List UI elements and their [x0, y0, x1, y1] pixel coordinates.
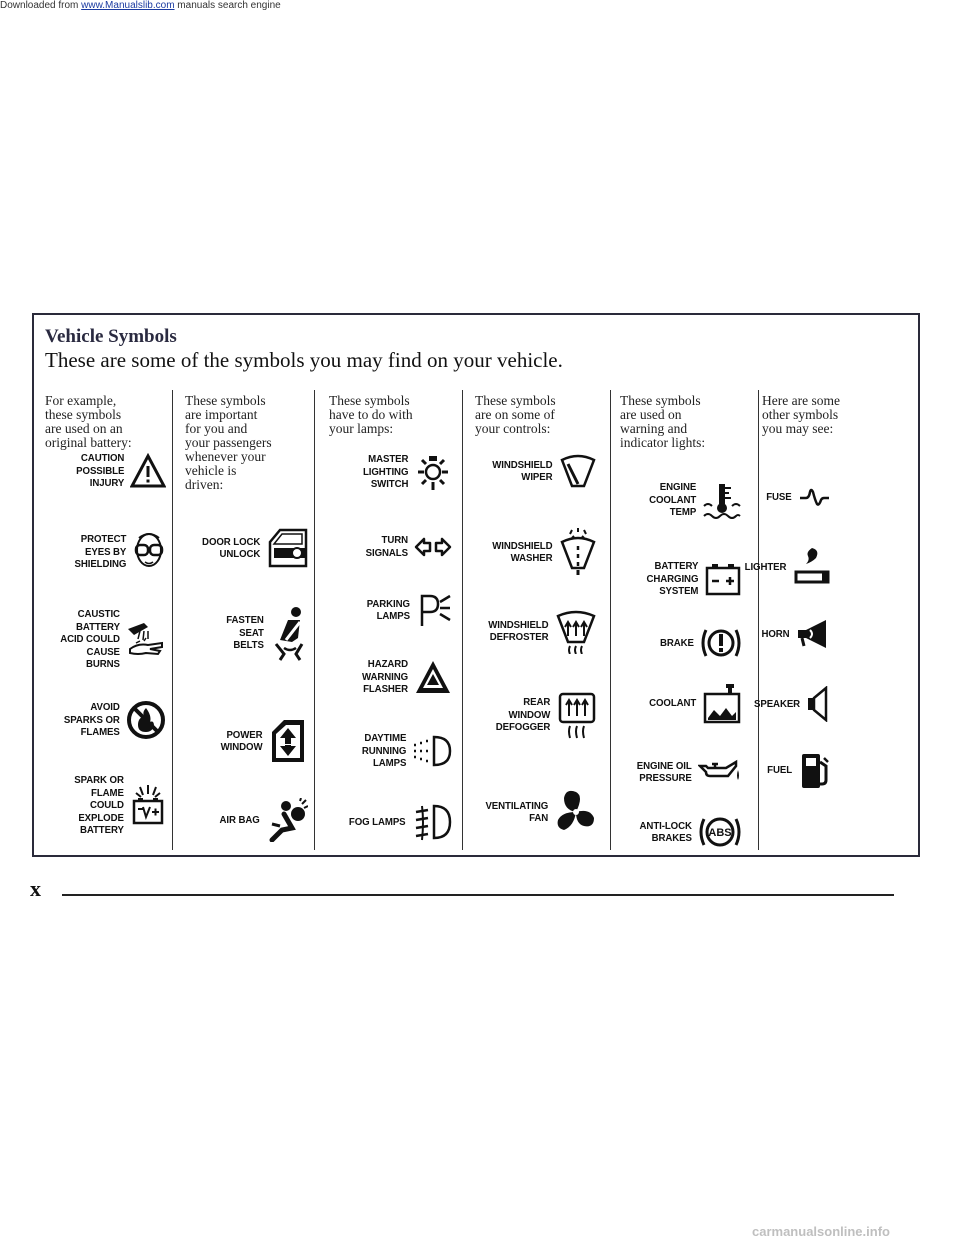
symbol-windshield-defroster: WINDSHIELD DEFROSTER	[483, 608, 599, 654]
symbol-windshield-wiper: WINDSHIELD WIPER	[487, 452, 599, 490]
download-notice: Downloaded from www.Manualslib.com manuals search engine	[0, 0, 281, 11]
symbol-anti-lock-brakes: ANTI-LOCK BRAKES ABS	[635, 812, 742, 852]
brake-icon	[700, 622, 742, 664]
symbol-avoid-sparks: AVOID SPARKS OR FLAMES	[59, 700, 166, 740]
symbol-parking-lamps: PARKING LAMPS	[363, 592, 452, 628]
symbol-master-lighting: MASTER LIGHTING SWITCH	[359, 452, 452, 492]
symbol-brake: BRAKE	[657, 622, 742, 664]
svg-text:ABS: ABS	[708, 827, 732, 839]
page-number: x	[30, 876, 41, 901]
column-divider	[314, 390, 315, 850]
column-intro: Here are some other symbols you may see:	[762, 393, 840, 436]
daytime-lamps-icon	[412, 733, 452, 769]
symbol-ventilating-fan: VENTILATING FAN	[480, 786, 598, 838]
column-intro: These symbols are important for you and your passengers whenever your vehicle is driven:	[185, 393, 272, 492]
battery-explode-icon	[130, 783, 166, 827]
symbol-coolant: COOLANT	[645, 682, 742, 724]
oil-pressure-icon	[698, 758, 742, 786]
caution-triangle-icon	[130, 453, 166, 489]
symbol-engine-oil-pressure: ENGINE OIL PRESSURE	[632, 758, 742, 786]
hazard-icon	[414, 659, 452, 695]
seat-belt-icon	[270, 604, 308, 662]
speaker-icon	[806, 686, 830, 722]
manualslib-link[interactable]: www.Manualslib.com	[81, 0, 175, 11]
page-subtitle: These are some of the symbols you may find on your vehicle.	[45, 348, 563, 372]
watermark-logo: carmanualsonline.info	[752, 1224, 890, 1239]
turn-signals-icon	[414, 536, 452, 558]
fan-icon	[554, 786, 598, 838]
horn-icon	[796, 618, 830, 650]
fuse-icon	[798, 486, 830, 508]
symbol-horn: HORN	[759, 618, 830, 650]
symbol-fog-lamps: FOG LAMPS	[344, 802, 452, 842]
symbol-battery-charging: BATTERY CHARGING SYSTEM	[642, 560, 742, 598]
column-divider	[462, 390, 463, 850]
symbol-fuel: FUEL	[765, 750, 832, 790]
power-window-icon	[268, 716, 308, 766]
symbol-seat-belts: FASTEN SEAT BELTS	[223, 604, 308, 662]
column-intro: For example, these symbols are used on an original battery:	[45, 393, 132, 450]
door-lock-icon	[266, 526, 308, 570]
symbol-engine-coolant-temp: ENGINE COOLANT TEMP	[645, 480, 742, 520]
column-intro: These symbols are on some of your controls:	[475, 393, 556, 436]
symbol-turn-signals: TURN SIGNALS	[362, 534, 452, 559]
symbol-power-window: POWER WINDOW	[217, 716, 308, 766]
symbol-rear-defogger: REAR WINDOW DEFOGGER	[491, 690, 598, 740]
symbol-speaker: SPEAKER	[750, 686, 830, 722]
master-light-icon	[414, 452, 452, 492]
symbol-hazard-flasher: HAZARD WARNING FLASHER	[358, 658, 452, 696]
lighter-icon	[792, 546, 832, 588]
symbol-caustic-acid: CAUSTIC BATTERY ACID COULD CAUSE BURNS	[55, 608, 166, 671]
symbol-spark-explode: SPARK OR FLAME COULD EXPLODE BATTERY	[70, 774, 166, 837]
abs-icon	[698, 812, 742, 852]
symbol-protect-eyes: PROTECT EYES BY SHIELDING	[70, 528, 166, 576]
face-goggles-icon	[132, 528, 166, 576]
defroster-icon	[554, 608, 598, 654]
air-bag-icon	[266, 798, 308, 842]
column-divider	[610, 390, 611, 850]
symbol-air-bag: AIR BAG	[216, 798, 308, 842]
symbol-fuse: FUSE	[764, 486, 830, 508]
column-divider	[172, 390, 173, 850]
symbol-lighter: LIGHTER	[741, 546, 832, 588]
battery-icon	[704, 562, 742, 596]
rear-defogger-icon	[556, 690, 598, 740]
symbol-daytime-running-lamps: DAYTIME RUNNING LAMPS	[358, 732, 452, 770]
acid-hand-icon	[126, 619, 166, 659]
coolant-icon	[702, 682, 742, 724]
no-flame-icon	[126, 700, 166, 740]
fuel-icon	[798, 750, 832, 790]
symbol-windshield-washer: WINDSHIELD WASHER	[487, 528, 599, 576]
parking-lamps-icon	[416, 592, 452, 628]
coolant-temp-icon	[702, 480, 742, 520]
column-intro: These symbols are used on warning and indicator lights:	[620, 393, 706, 450]
washer-icon	[558, 528, 598, 576]
fog-lamps-icon	[412, 802, 452, 842]
page-title: Vehicle Symbols	[45, 326, 177, 347]
column-intro: These symbols have to do with your lamps:	[329, 393, 413, 436]
symbol-door-lock: DOOR LOCK UNLOCK	[197, 526, 308, 570]
wiper-icon	[558, 452, 598, 490]
symbol-caution-possible-injury: CAUTION POSSIBLE INJURY	[72, 452, 166, 490]
footer-rule	[62, 894, 894, 896]
